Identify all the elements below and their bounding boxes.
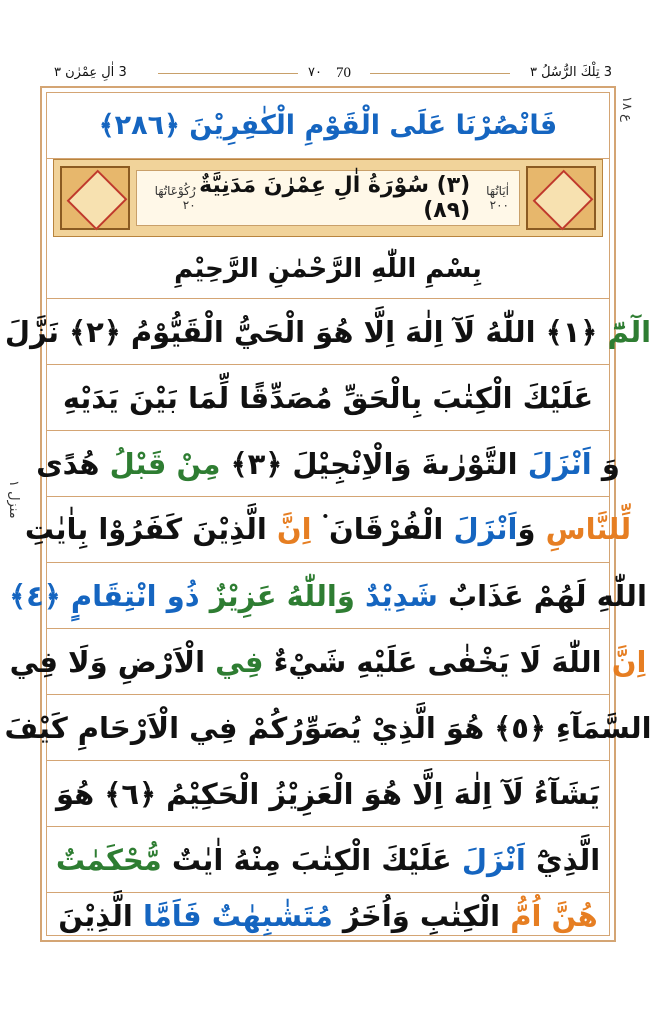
verse-text bbox=[58, 899, 597, 933]
verse-segment: الَّذِيْنَ كَفَرُوْا بِاٰيٰتِ bbox=[24, 512, 267, 546]
verse-segment: الَّذِيْنَ bbox=[58, 899, 133, 933]
verse-segment: الْكِتٰبِ وَاُخَرُ bbox=[342, 899, 501, 933]
header-page-arabic: ٧٠ bbox=[308, 65, 322, 80]
verse-segment: هُدًى bbox=[36, 446, 100, 481]
surah-title: (٣) سُوْرَةُ اٰلِ عِمْرٰنَ مَدَنِيَّةٌ (٨٩) bbox=[199, 173, 471, 223]
verse-segment-blue: اَنْزَلَ bbox=[527, 446, 592, 481]
verse-text: يَشَآءُ لَآ اِلٰهَ اِلَّا هُوَ الْعَزِيْزُ الْحَكِيْمُ ﴿٦﴾ هُوَ bbox=[55, 776, 601, 811]
verse-segment-orange: اِنَّ bbox=[611, 644, 647, 679]
text-line-1 bbox=[47, 93, 609, 159]
verse-segment-blue: شَدِيْدٌ bbox=[364, 578, 438, 613]
verse-segment: ﴿١﴾ اللّٰهُ لَآ اِلٰهَ اِلَّا هُوَ الْحَيُّ الْقَيُّوْمُ ﴿٢﴾ نَزَّلَ bbox=[4, 314, 598, 349]
verse-segment: الْاَرْضِ وَلَا فِي bbox=[9, 644, 206, 679]
text-line-11 bbox=[47, 827, 609, 893]
manzil-marker: منزل ١ bbox=[6, 480, 21, 519]
text-line-9 bbox=[4, 695, 652, 761]
verse-segment-blue: فَاَمَّا bbox=[142, 899, 202, 933]
text-line-8 bbox=[9, 629, 647, 695]
verse-segment-blue: اَنْزَلَ bbox=[461, 842, 526, 877]
verse-text: عَلَيْكَ الْكِتٰبَ بِالْحَقِّ مُصَدِّقًا لِّمَا بَيْنَ يَدَيْهِ bbox=[62, 380, 594, 415]
verse-text: السَّمَآءِ ﴿٥﴾ هُوَ الَّذِيْ يُصَوِّرُكُمْ فِي الْاَرْحَامِ كَيْفَ bbox=[4, 710, 652, 745]
text-line-4 bbox=[47, 365, 609, 431]
text-line-12 bbox=[47, 893, 609, 939]
verse-text bbox=[25, 512, 631, 547]
text-line-7 bbox=[9, 563, 647, 629]
page-header bbox=[40, 62, 618, 84]
verse-segment: اللّٰهِ لَهُمْ عَذَابٌ bbox=[448, 578, 647, 613]
verse-segment: وَ bbox=[601, 446, 620, 481]
verse-text bbox=[9, 579, 647, 613]
verse-text bbox=[5, 315, 651, 349]
verse-segment: عَلَيْكَ الْكِتٰبَ مِنْهُ اٰيٰتٌ bbox=[171, 842, 452, 877]
header-surah: 3 اٰلِ عِمْرٰن ٣ bbox=[54, 65, 127, 80]
text-line-6 bbox=[24, 497, 632, 563]
ruku-marker: ع ١٨ bbox=[619, 96, 634, 122]
verse-segment: الَّذِيْٓ bbox=[536, 842, 601, 877]
header-rule-left bbox=[158, 73, 298, 74]
muqattaat: الٓمّٓ bbox=[607, 314, 652, 349]
verse-segment-blue: مُتَشٰبِهٰتٌ bbox=[211, 899, 333, 933]
verse-segment: الْفُرْقَانَ ۬ bbox=[321, 512, 444, 546]
surah-banner bbox=[53, 159, 603, 237]
verse-segment-blue: اَنْزَلَ bbox=[453, 512, 518, 546]
verse-text bbox=[36, 447, 620, 481]
verse-segment-orange: لِّلنَّاسِ bbox=[545, 512, 632, 546]
text-line-bismillah bbox=[47, 239, 609, 299]
ayat-count: اٰيَاتُهَا ٢٠٠ bbox=[486, 184, 509, 212]
text-line-3 bbox=[4, 299, 652, 365]
ornament-left-icon bbox=[60, 166, 130, 230]
verse-text bbox=[10, 645, 647, 679]
verse-segment-green: مِنْ قَبْلُ bbox=[109, 446, 221, 481]
text-line-10 bbox=[47, 761, 609, 827]
ruku-count: رُكُوْعَاتُهَا ٢٠ bbox=[154, 184, 196, 212]
verse-segment-green: وَاللّٰهُ عَزِيْزٌ bbox=[209, 578, 355, 613]
verse-segment-blue: ذُو انْتِقَامٍ ﴿٤﴾ bbox=[9, 578, 200, 613]
verse-text bbox=[56, 843, 600, 877]
header-para: 3 تِلْكَ الرُّسُلُ ٣ bbox=[529, 65, 612, 80]
verse-segment-orange: اِنَّ bbox=[276, 512, 312, 546]
verse-text: فَانْصُرْنَا عَلَى الْقَوْمِ الْكٰفِرِيْنَ ﴿٢٨٦﴾ bbox=[98, 110, 558, 141]
ornament-right-icon bbox=[526, 166, 596, 230]
verse-segment-green: مُّحْكَمٰتٌ bbox=[55, 842, 162, 877]
header-rule-right bbox=[370, 73, 510, 74]
verse-segment: اللّٰهَ لَا يَخْفٰى عَلَيْهِ شَيْءٌ bbox=[273, 644, 602, 679]
surah-banner-center bbox=[136, 170, 520, 226]
verse-segment-green: فِي bbox=[215, 644, 264, 679]
verse-segment: وَ bbox=[517, 512, 536, 546]
header-page-number: 70 bbox=[336, 65, 351, 81]
verse-segment-orange: هُنَّ اُمُّ bbox=[510, 899, 598, 933]
text-line-5 bbox=[36, 431, 620, 497]
bismillah: بِسْمِ اللّٰهِ الرَّحْمٰنِ الرَّحِيْمِ bbox=[174, 253, 482, 284]
verse-segment: التَّوْرٰىةَ وَالْاِنْجِيْلَ ﴿٣﴾ bbox=[230, 446, 518, 481]
